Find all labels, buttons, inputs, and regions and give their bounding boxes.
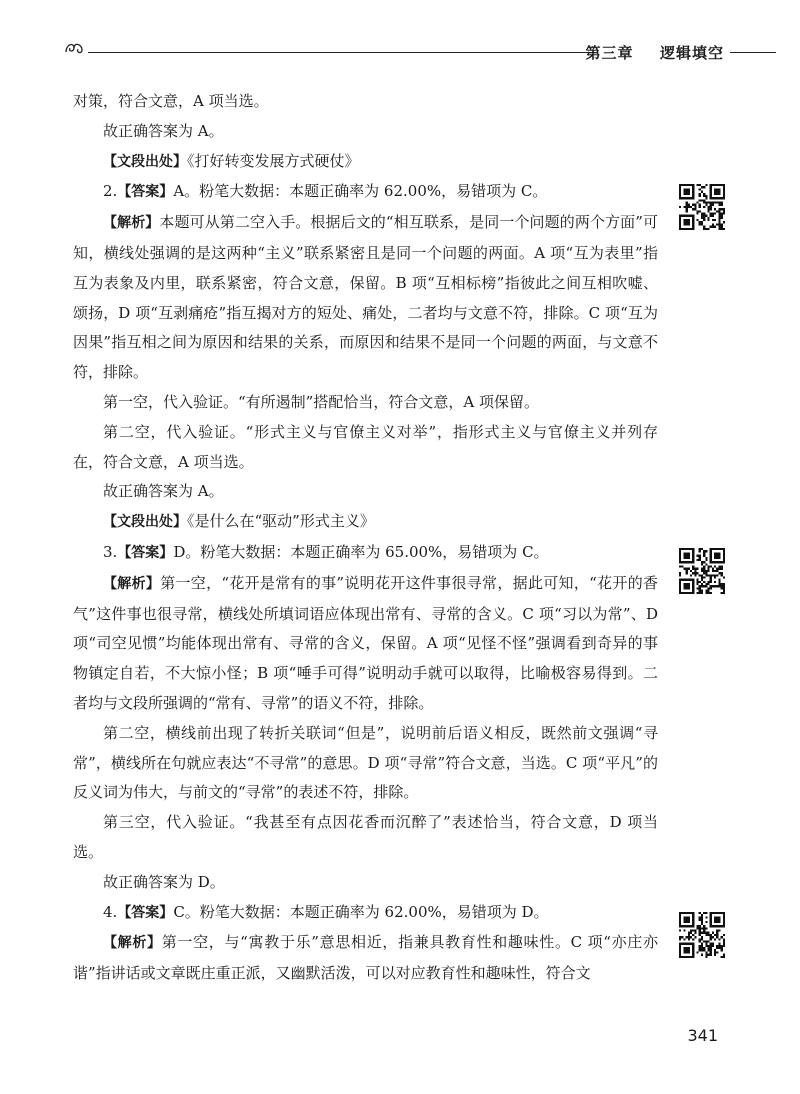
paragraph: 故正确答案为 D。 bbox=[103, 872, 225, 891]
answer-tag: 【答案】 bbox=[117, 544, 174, 561]
paragraph: 第二空，横线前出现了转折关联词“但是”，说明前后语义相反，既然前文强调“寻常”，横线所在句就应表达“不寻常”的意思。D 项“寻常”符合文意，当选。C 项“平凡”的反义词为伟大，与前文的“寻常”的表述不符，排除。 bbox=[73, 723, 658, 802]
paragraph: 第一空，代入验证。“有所遏制”搭配恰当，符合文意，A 项保留。 bbox=[103, 392, 539, 411]
analysis-tag: 【解析】 bbox=[103, 575, 161, 592]
analysis-paragraph: 【解析】第一空，“花开是常有的事”说明花开这件事很寻常，据此可知，“花开的香气”这件事也很寻常，横线处所填词语应体现出常有、寻常的含义。C 项“习以为常”、D 项“司空见惯”均能体现出常有、寻常的含义，保留。A 项“见怪不怪”强调看到奇异的事物镇定自若，不大惊小怪；B 项“唾手可得”说明动手就可以取得，比喻极容易得到。二者均与文段所强调的“常有、寻常”的语义不符，排除。 bbox=[73, 573, 658, 712]
analysis-paragraph: 【解析】第一空，与“寓教于乐”意思相近，指兼具教育性和趣味性。C 项“亦庄亦谐”指讲话或文章既庄重正派，又幽默活泼，可以对应教育性和趣味性，符合文 bbox=[73, 933, 658, 983]
paragraph: 故正确答案为 A。 bbox=[103, 121, 224, 140]
qr-code-icon[interactable] bbox=[679, 912, 725, 958]
header-rule-right bbox=[730, 52, 776, 53]
answer-line: 4.【答案】C。粉笔大数据：本题正确率为 62.00%，易错项为 D。 bbox=[103, 902, 549, 921]
analysis-tag: 【解析】 bbox=[103, 935, 162, 952]
chapter-title bbox=[586, 42, 725, 63]
source-line: 【文段出处】《是什么在“驱动”形式主义》 bbox=[103, 512, 375, 531]
source-tag: 【文段出处】 bbox=[103, 153, 187, 170]
running-header bbox=[62, 36, 776, 68]
question-number: 2. bbox=[103, 182, 118, 201]
source-line: 【文段出处】《打好转变发展方式硬仗》 bbox=[103, 151, 360, 170]
paragraph: 对策，符合文意，A 项当选。 bbox=[73, 92, 269, 110]
chapter-number: 第三章 bbox=[585, 44, 634, 62]
leaf-ornament-icon bbox=[62, 38, 86, 62]
header-rule bbox=[88, 52, 596, 53]
question-number: 3. bbox=[103, 542, 118, 561]
answer-line: 2.【答案】A。粉笔大数据：本题正确率为 62.00%，易错项为 C。 bbox=[103, 182, 548, 201]
paragraph: 第二空，代入验证。“形式主义与官僚主义对举”，指形式主义与官僚主义并列存在，符合文意，A 项当选。 bbox=[73, 422, 658, 471]
question-number: 4. bbox=[103, 902, 118, 921]
analysis-tag: 【解析】 bbox=[103, 215, 160, 232]
answer-line: 3.【答案】D。粉笔大数据：本题正确率为 65.00%，易错项为 C。 bbox=[103, 542, 549, 561]
analysis-paragraph: 【解析】本题可从第二空入手。根据后文的“相互联系，是同一个问题的两个方面”可知，横线处强调的是这两种“主义”联系紧密且是同一个问题的两面。A 项“互为表里”指互为表象及内里，联系紧密，符合文意，保留。B 项“互相标榜”指彼此之间互相吹嘘、颂扬，D 项“互剥痛疮”指互揭对方的短处、痛处，二者均与文意不符，排除。C 项“互为因果”指互相之间为原因和结果的关系，而原因和结果不是同一个问题的两面，与文意不符，排除。 bbox=[73, 213, 659, 382]
paragraph: 故正确答案为 A。 bbox=[103, 482, 224, 501]
qr-code-icon[interactable] bbox=[679, 184, 725, 230]
paragraph: 第三空，代入验证。“我甚至有点因花香而沉醉了”表述恰当，符合文意，D 项当选。 bbox=[73, 813, 658, 861]
section-title: 逻辑填空 bbox=[659, 44, 724, 62]
source-tag: 【文段出处】 bbox=[103, 514, 187, 531]
page-body bbox=[73, 87, 658, 989]
answer-tag: 【答案】 bbox=[117, 904, 174, 921]
qr-code-icon[interactable] bbox=[679, 548, 725, 594]
page-number: 341 bbox=[687, 1026, 718, 1045]
answer-tag: 【答案】 bbox=[117, 184, 174, 201]
